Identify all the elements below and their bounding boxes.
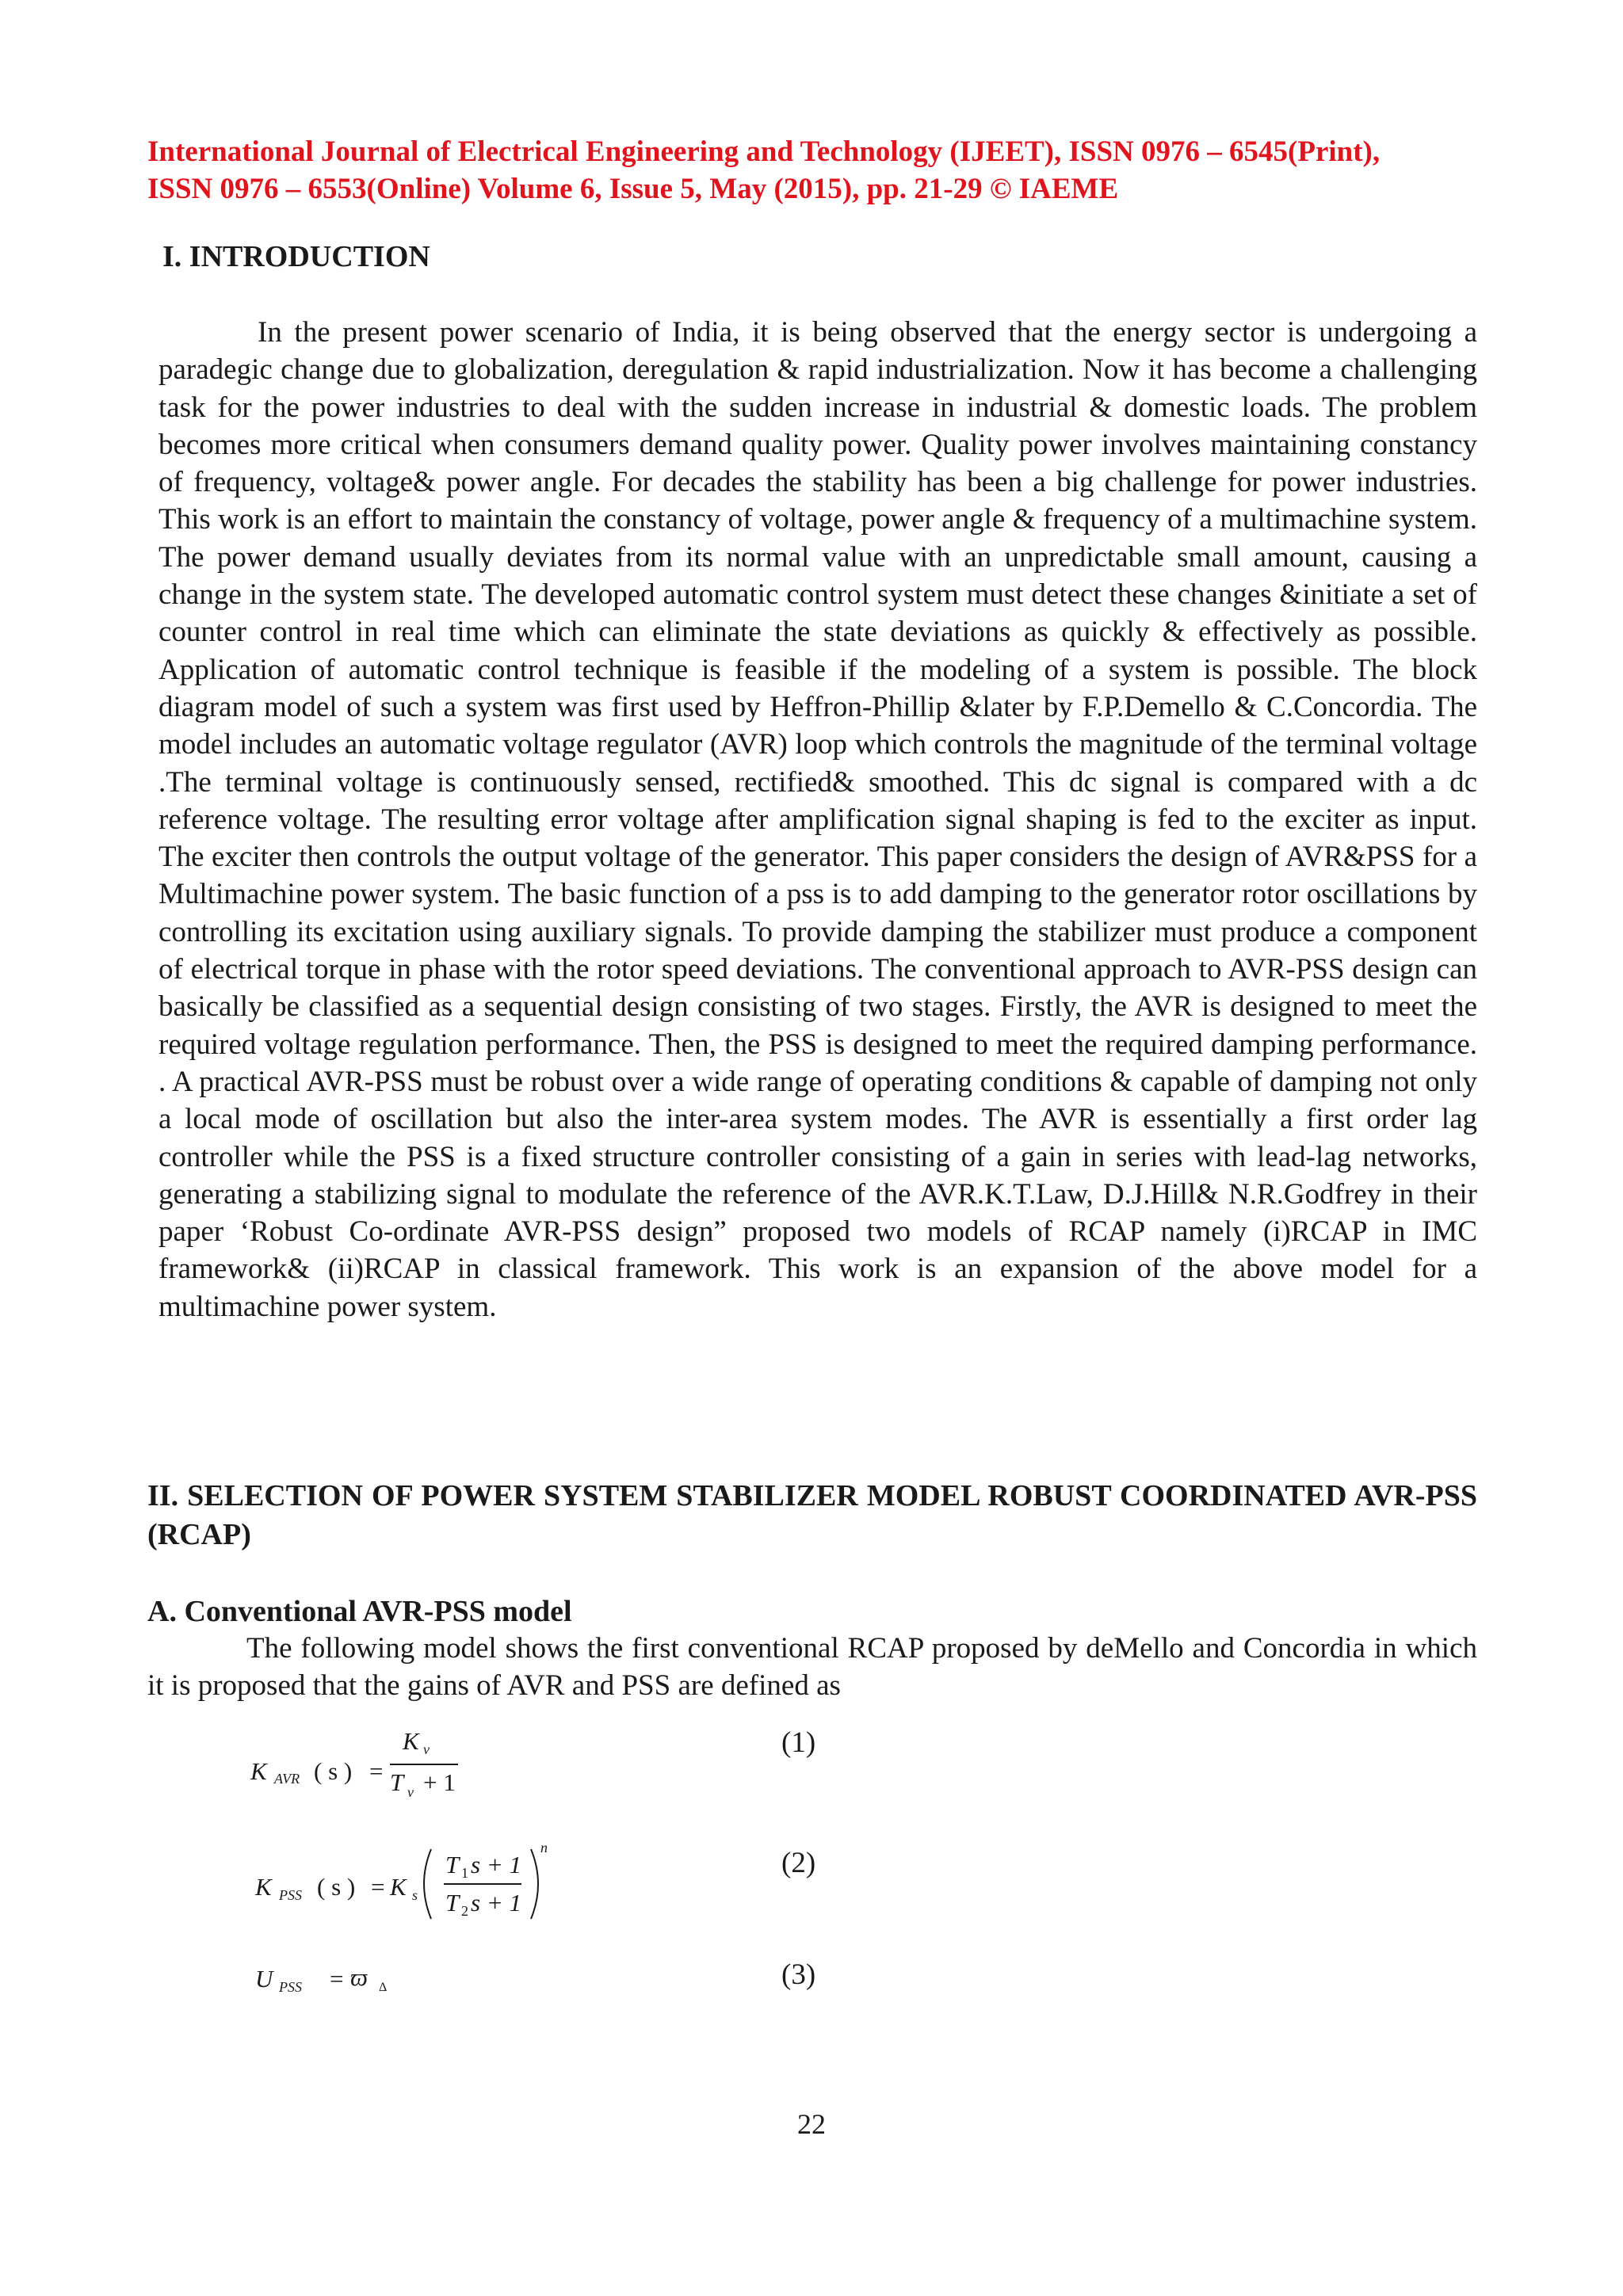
eq3-omega: ϖ	[350, 1963, 368, 1991]
eq2-exponent: n	[540, 1840, 548, 1855]
eq2-num-rest: s + 1	[471, 1851, 521, 1878]
eq2-num-t: T	[445, 1851, 460, 1878]
eq2-den-t-sub: 2	[461, 1903, 468, 1919]
equation-2	[255, 1838, 572, 1933]
eq1-num-k: K	[403, 1727, 419, 1755]
eq2-den-t: T	[445, 1889, 460, 1917]
eq2-left-paren	[424, 1849, 431, 1919]
eq3-sub-pss: PSS	[279, 1979, 302, 1995]
conventional-model-paragraph: The following model shows the first conventional RCAP proposed by deMello and Concordia in which it is proposed that the gains of AVR and PSS are defined as	[147, 1632, 1477, 1702]
equation-3	[255, 1957, 414, 2004]
eq2-brackets	[255, 1838, 572, 1933]
eq2-ks-sub: s	[412, 1887, 418, 1903]
eq3-delta: Δ	[379, 1981, 388, 1994]
introduction-paragraph: In the present power scenario of India, it is being observed that the energy sector is undergoing a paradegic change due to globalization, deregulation & rapid industrialization. Now it has become a challenging task for the power industries to deal with the sudden increase in industrial & domestic loads. The problem becomes more critical when consumers demand quality power. Quality power involves maintaining constancy of frequency, voltage& power angle. For decades the stability has been a big challenge for power industries. This work is an effort to maintain the constancy of voltage, power angle & frequency of a multimachine system. The power demand usually deviates from its normal value with an unpredictable small amount, causing a change in the system state. The developed automatic control system must detect these changes &initiate a set of counter control in real time which can eliminate the state deviations as quickly & effectively as possible. Application of automatic control technique is feasible if the modeling of a system is possible. The block diagram model of such a system was first used by Heffron-Phillip &later by F.P.Demello & C.Concordia. The model includes an automatic voltage regulator (AVR) loop which controls the magnitude of the terminal voltage .The terminal voltage is continuously sensed, rectified& smoothed. This dc signal is compared with a dc reference voltage. The resulting error voltage after amplification signal shaping is fed to the exciter as input. The exciter then controls the output voltage of the generator. This paper considers the design of AVR&PSS for a Multimachine power system. The basic function of a pss is to add damping to the generator rotor oscillations by controlling its excitation using auxiliary signals. To provide damping the stabilizer must produce a component of electrical torque in phase with the rotor speed deviations. The conventional approach to AVR-PSS design can basically be classified as a sequential design consisting of two stages. Firstly, the AVR is designed to meet the required voltage regulation performance. Then, the PSS is designed to meet the required damping performance. . A practical AVR-PSS must be robust over a wide range of operating conditions & capable of damping not only a local mode of oscillation but also the inter-area system modes. The AVR is essentially a first order lag controller while the PSS is a fixed structure controller consisting of a gain in series with lead-lag networks, generating a stabilizing signal to modulate the reference of the AVR.K.T.Law, D.J.Hill& N.R.Godfrey in their paper ‘Robust Co-ordinate AVR-PSS design” proposed two models of RCAP namely (i)RCAP in IMC framework& (ii)RCAP in classical framework. This work is an expansion of the above model for a multimachine power system.	[158, 316, 1477, 1323]
header-line-1: International Journal of Electrical Engineering and Technology (IJEET), ISSN 0976 – 6545(Print),	[147, 135, 1381, 168]
subsection-heading-conventional-model: A. Conventional AVR-PSS model	[147, 1595, 572, 1628]
eq2-num-t-sub: 1	[461, 1865, 468, 1881]
eq1-s-arg: ( s )	[314, 1757, 353, 1785]
eq3-equals: =	[330, 1965, 344, 1993]
section-heading-introduction: I. INTRODUCTION	[162, 240, 430, 273]
eq1-den-sub: v	[407, 1784, 414, 1800]
eq1-den-rest: + 1	[423, 1768, 456, 1796]
eq1-k: K	[250, 1757, 267, 1785]
eq1-equals: =	[369, 1757, 384, 1785]
eq1-num-sub: v	[423, 1741, 430, 1757]
equation-2-number: (2)	[781, 1847, 816, 1879]
equation-1	[250, 1727, 488, 1814]
eq2-equals: =	[371, 1873, 385, 1901]
equation-3-number: (3)	[781, 1958, 816, 1991]
equation-1-number: (1)	[781, 1726, 816, 1759]
section-heading-stabilizer-model: II. SELECTION OF POWER SYSTEM STABILIZER MODEL ROBUST COORDINATED AVR-PSS (RCAP)	[147, 1479, 1477, 1551]
header-line-2: ISSN 0976 – 6553(Online) Volume 6, Issue 5, May (2015), pp. 21-29 © IAEME	[147, 173, 1119, 205]
eq1-fraction-bar	[390, 1764, 458, 1765]
eq1-sub-avr: AVR	[274, 1771, 300, 1787]
eq2-right-paren	[531, 1849, 538, 1919]
eq2-sub-pss: PSS	[279, 1887, 302, 1903]
eq2-k: K	[255, 1873, 272, 1901]
eq2-den-rest: s + 1	[471, 1889, 521, 1917]
eq3-u: U	[255, 1965, 273, 1993]
eq2-ks: K	[390, 1873, 407, 1901]
journal-header	[147, 133, 1479, 208]
eq2-s-arg: ( s )	[317, 1873, 356, 1901]
page-number: 22	[797, 2108, 826, 2140]
eq1-den-t: T	[390, 1768, 404, 1796]
